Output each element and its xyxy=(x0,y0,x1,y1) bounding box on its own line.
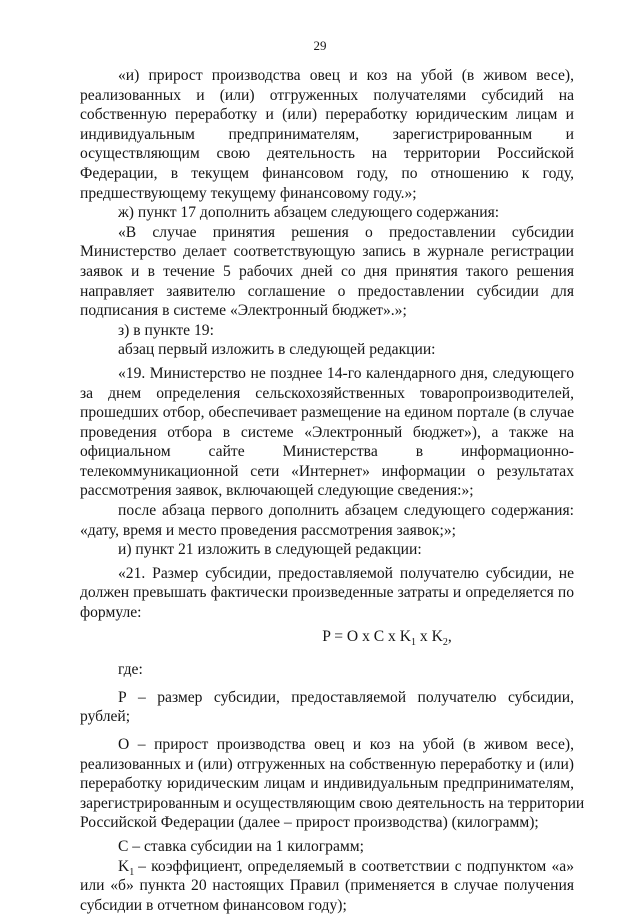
k1-definition-line xyxy=(80,857,574,877)
text-line: реализованных и (или) отгруженных на собственную переработку и (или) xyxy=(80,755,574,773)
formula-main: P = O x C x K xyxy=(322,627,412,645)
page-number: 29 xyxy=(313,38,327,53)
text-line: за днем определения сельскохозяйственных товаропроизводителей, xyxy=(80,384,574,402)
text-line: осуществляющим свою деятельность на территории Российской xyxy=(80,145,574,163)
text-line: – коэффициент, определяемый в соответствии с подпунктом «а» xyxy=(138,857,574,875)
text-line: субсидии в отчетном финансовом году); xyxy=(80,896,347,914)
text-line: «21. Размер субсидии, предоставляемой получателю субсидии, не xyxy=(118,564,574,582)
text-line: переработку юридическим лицам и индивидуальным предпринимателям, xyxy=(80,775,574,793)
text-line: должен превышать фактически произведенные затраты и определяется по xyxy=(80,584,574,602)
text-line: прошедших отбор, обеспечивает размещение на едином портале (в случае xyxy=(80,404,574,422)
text-line: С – ставка субсидии на 1 килограмм; xyxy=(118,837,364,855)
text-line: Р – размер субсидии, предоставляемой получателю субсидии, xyxy=(118,688,574,706)
formula-subscript-2: 2 xyxy=(442,636,448,648)
document-body xyxy=(80,66,585,915)
subsidy-formula xyxy=(80,627,574,647)
k1-letter: K xyxy=(118,857,130,875)
text-line: подписания в системе «Электронный бюджет».»; xyxy=(80,302,407,320)
text-line: Российской Федерации (далее – прирост производства) (килограмм); xyxy=(80,814,539,832)
text-line: официальном сайте Министерства в информационно- xyxy=(80,443,574,461)
text-line: проведения отбора в системе «Электронный бюджет»), а также на xyxy=(80,423,574,441)
text-line: абзац первый изложить в следующей редакции: xyxy=(118,341,436,359)
text-line: телекоммуникационной сети «Интернет» информации о результатах xyxy=(80,462,574,480)
text-line: «В случае принятия решения о предоставлении субсидии xyxy=(118,223,574,241)
text-line: реализованных и (или) отгруженных получателями субсидий на xyxy=(80,86,574,104)
text-line: и) пункт 21 изложить в следующей редакции: xyxy=(118,541,422,559)
text-line: «19. Министерство не позднее 14-го календарного дня, следующего xyxy=(118,364,574,382)
text-line: О – прирост производства овец и коз на убой (в живом весе), xyxy=(118,736,574,753)
text-line: рублей; xyxy=(80,708,131,726)
text-line: индивидуальным предпринимателям, зарегистрированным и xyxy=(80,125,574,143)
text-line: зарегистрированным и осуществляющим свою деятельность на территории xyxy=(80,794,585,812)
text-line: ж) пункт 17 дополнить абзацем следующего содержания: xyxy=(118,204,500,222)
text-line: Министерство делает соответствующую запись в журнале регистрации xyxy=(80,243,574,261)
text-line: Федерации, в текущем финансовом году, по отношению к году, xyxy=(80,164,574,182)
formula-mid: x K xyxy=(416,627,443,645)
text-line: собственную переработку и (или) переработку юридическим лицам и xyxy=(80,106,574,124)
text-line: предшествующему текущему финансовому году.»; xyxy=(80,184,417,202)
text-line: или «б» пункта 20 настоящих Правил (применяется в случае получения xyxy=(80,877,574,895)
text-line: «дату, время и место проведения рассмотрения заявок;»; xyxy=(80,521,456,539)
text-line: рассмотрения заявок, включающей следующие сведения:»; xyxy=(80,482,474,500)
formula-subscript-1: 1 xyxy=(411,636,417,648)
text-line: после абзаца первого дополнить абзацем следующего содержания: xyxy=(118,502,574,520)
k1-symbol xyxy=(118,857,138,877)
text-line: заявок и в течение 5 рабочих дней со дня принятия такого решения xyxy=(80,262,574,280)
k1-subscript: 1 xyxy=(129,866,135,878)
formula-tail: , xyxy=(447,627,452,645)
text-line: формуле: xyxy=(80,604,142,622)
text-line: з) в пункте 19: xyxy=(118,321,214,339)
text-line: где: xyxy=(118,661,143,679)
text-line: направляет заявителю соглашение о предоставлении субсидии для xyxy=(80,282,574,300)
text-line: «и) прирост производства овец и коз на убой (в живом весе), xyxy=(118,67,574,84)
